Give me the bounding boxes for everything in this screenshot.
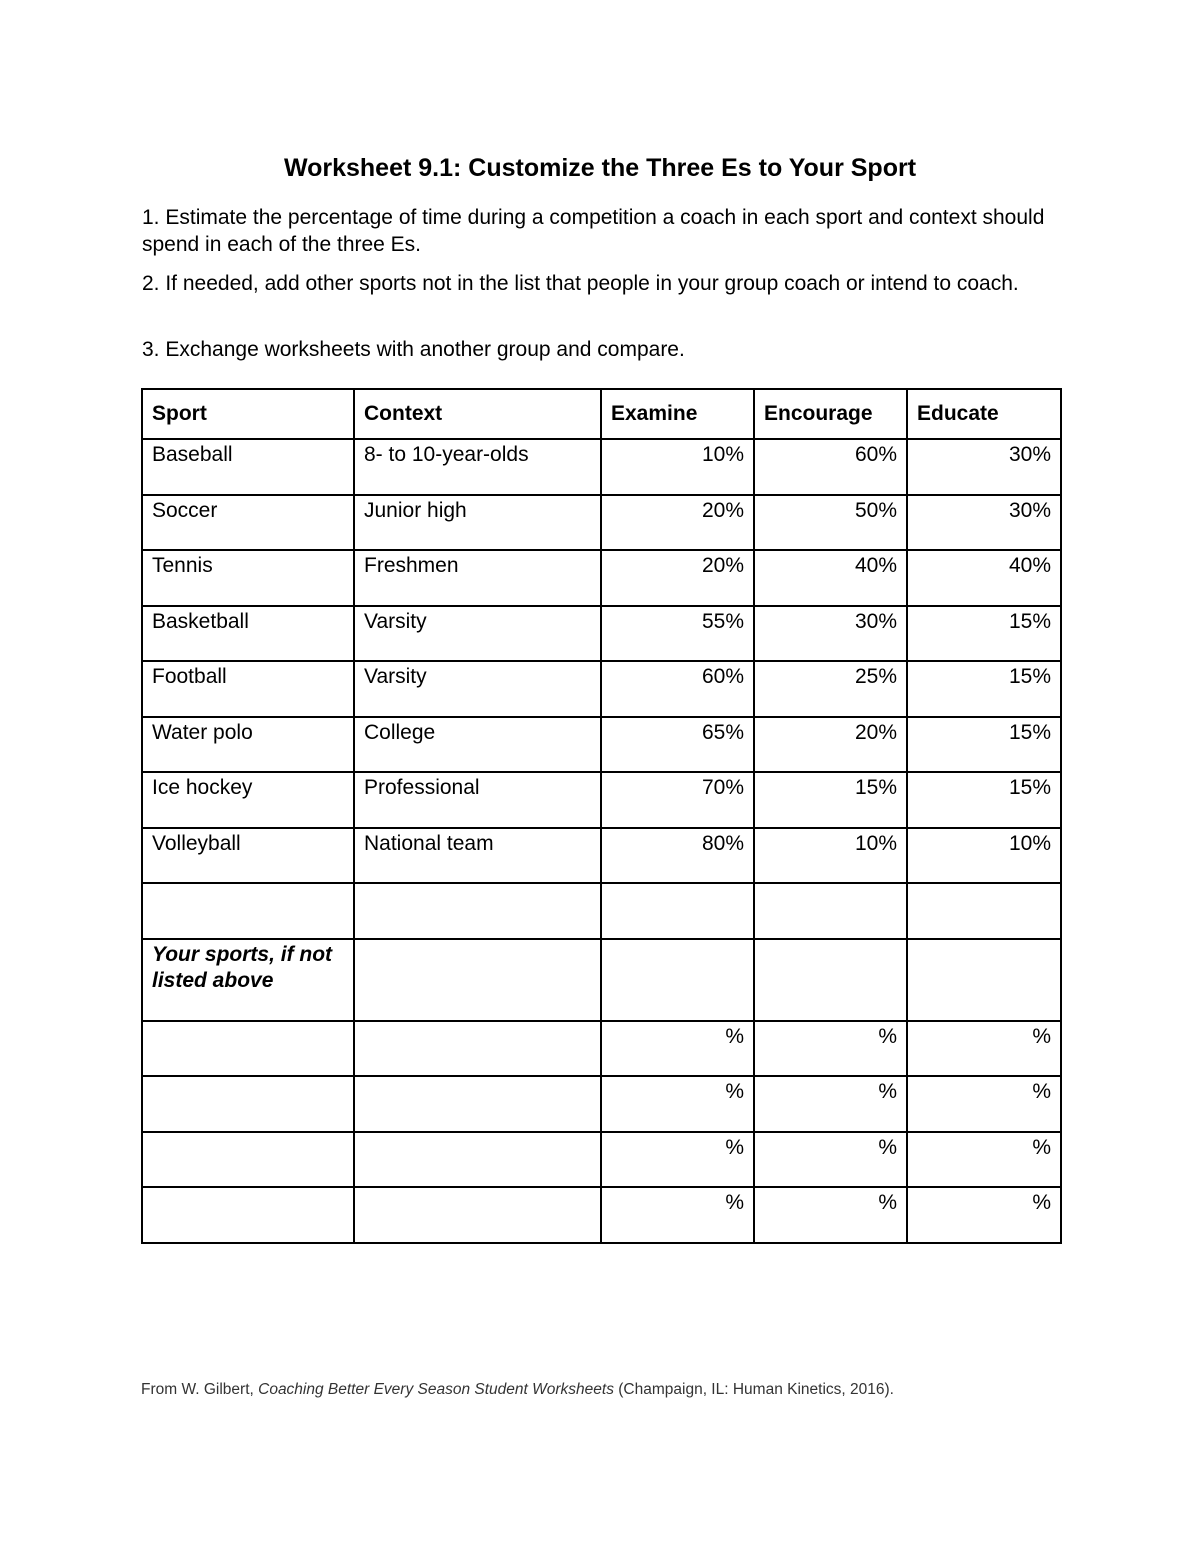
empty-cell[interactable] <box>601 883 754 939</box>
empty-cell[interactable] <box>907 883 1061 939</box>
citation-prefix: From W. Gilbert, <box>141 1381 259 1398</box>
fill-in-context-cell[interactable] <box>354 1021 601 1077</box>
cell-encourage: 30% <box>754 606 907 662</box>
fill-in-examine-cell[interactable]: % <box>601 1132 754 1188</box>
cell-sport: Water polo <box>142 717 354 773</box>
cell-encourage: 40% <box>754 550 907 606</box>
header-examine: Examine <box>601 389 754 439</box>
fill-in-sport-cell[interactable] <box>142 1187 354 1243</box>
your-sports-row <box>142 939 1061 1021</box>
header-encourage: Encourage <box>754 389 907 439</box>
fill-in-educate-cell[interactable]: % <box>907 1187 1061 1243</box>
cell-examine: 20% <box>601 495 754 551</box>
cell-encourage: 15% <box>754 772 907 828</box>
citation-suffix: (Champaign, IL: Human Kinetics, 2016). <box>613 1381 894 1398</box>
fill-in-sport-cell[interactable] <box>142 1021 354 1077</box>
table-row <box>142 495 1061 551</box>
header-context: Context <box>354 389 601 439</box>
cell-sport: Baseball <box>142 439 354 495</box>
empty-cell[interactable] <box>142 883 354 939</box>
cell-examine: 10% <box>601 439 754 495</box>
cell-sport: Tennis <box>142 550 354 606</box>
table-row <box>142 661 1061 717</box>
cell-sport: Volleyball <box>142 828 354 884</box>
cell-examine: 20% <box>601 550 754 606</box>
cell-sport: Soccer <box>142 495 354 551</box>
cell-sport: Basketball <box>142 606 354 662</box>
table-header-row <box>142 389 1061 439</box>
table-row <box>142 772 1061 828</box>
fill-in-context-cell[interactable] <box>354 1132 601 1188</box>
fill-in-row <box>142 1132 1061 1188</box>
fill-in-educate-cell[interactable]: % <box>907 1132 1061 1188</box>
table-row <box>142 550 1061 606</box>
cell-educate: 40% <box>907 550 1061 606</box>
cell-context: Varsity <box>354 606 601 662</box>
fill-in-encourage-cell[interactable]: % <box>754 1187 907 1243</box>
cell-educate: 15% <box>907 661 1061 717</box>
cell-examine: 70% <box>601 772 754 828</box>
cell-educate: 15% <box>907 606 1061 662</box>
cell-examine: 60% <box>601 661 754 717</box>
empty-cell <box>601 939 754 1021</box>
fill-in-sport-cell[interactable] <box>142 1132 354 1188</box>
fill-in-encourage-cell[interactable]: % <box>754 1076 907 1132</box>
empty-cell <box>907 939 1061 1021</box>
fill-in-row <box>142 1187 1061 1243</box>
cell-educate: 30% <box>907 439 1061 495</box>
header-educate: Educate <box>907 389 1061 439</box>
table-row <box>142 717 1061 773</box>
fill-in-educate-cell[interactable]: % <box>907 1076 1061 1132</box>
instruction-3: 3. Exchange worksheets with another group and compare. <box>142 338 685 361</box>
cell-educate: 10% <box>907 828 1061 884</box>
cell-sport: Football <box>142 661 354 717</box>
cell-educate: 30% <box>907 495 1061 551</box>
table-row <box>142 606 1061 662</box>
cell-context: Freshmen <box>354 550 601 606</box>
fill-in-sport-cell[interactable] <box>142 1076 354 1132</box>
table-row <box>142 439 1061 495</box>
empty-cell <box>754 939 907 1021</box>
fill-in-examine-cell[interactable]: % <box>601 1076 754 1132</box>
cell-sport: Ice hockey <box>142 772 354 828</box>
cell-encourage: 50% <box>754 495 907 551</box>
instruction-2: 2. If needed, add other sports not in the list that people in your group coach or intend to coach. <box>142 272 1019 295</box>
cell-context: Junior high <box>354 495 601 551</box>
cell-educate: 15% <box>907 772 1061 828</box>
cell-examine: 80% <box>601 828 754 884</box>
fill-in-encourage-cell[interactable]: % <box>754 1021 907 1077</box>
cell-context: Varsity <box>354 661 601 717</box>
cell-encourage: 10% <box>754 828 907 884</box>
fill-in-row <box>142 1076 1061 1132</box>
page-title: Worksheet 9.1: Customize the Three Es to Your Sport <box>283 154 917 182</box>
source-citation <box>141 1380 901 1402</box>
cell-context: Professional <box>354 772 601 828</box>
cell-encourage: 20% <box>754 717 907 773</box>
fill-in-examine-cell[interactable]: % <box>601 1021 754 1077</box>
cell-educate: 15% <box>907 717 1061 773</box>
fill-in-row <box>142 1021 1061 1077</box>
cell-encourage: 25% <box>754 661 907 717</box>
empty-row <box>142 883 1061 939</box>
empty-cell[interactable] <box>754 883 907 939</box>
cell-context: National team <box>354 828 601 884</box>
fill-in-context-cell[interactable] <box>354 1187 601 1243</box>
worksheet-table <box>141 388 1062 1244</box>
fill-in-encourage-cell[interactable]: % <box>754 1132 907 1188</box>
cell-encourage: 60% <box>754 439 907 495</box>
cell-examine: 55% <box>601 606 754 662</box>
fill-in-educate-cell[interactable]: % <box>907 1021 1061 1077</box>
fill-in-examine-cell[interactable]: % <box>601 1187 754 1243</box>
empty-cell <box>354 939 601 1021</box>
cell-context: 8- to 10-year-olds <box>354 439 601 495</box>
your-sports-label: Your sports, if not listed above <box>142 939 354 1021</box>
instruction-1: 1. Estimate the percentage of time during a competition a coach in each sport and context should spend in each of the three Es. <box>142 206 1045 256</box>
citation-book-title: Coaching Better Every Season Student Worksheets <box>258 1381 614 1398</box>
cell-context: College <box>354 717 601 773</box>
header-sport: Sport <box>142 389 354 439</box>
fill-in-context-cell[interactable] <box>354 1076 601 1132</box>
cell-examine: 65% <box>601 717 754 773</box>
table-row <box>142 828 1061 884</box>
empty-cell[interactable] <box>354 883 601 939</box>
